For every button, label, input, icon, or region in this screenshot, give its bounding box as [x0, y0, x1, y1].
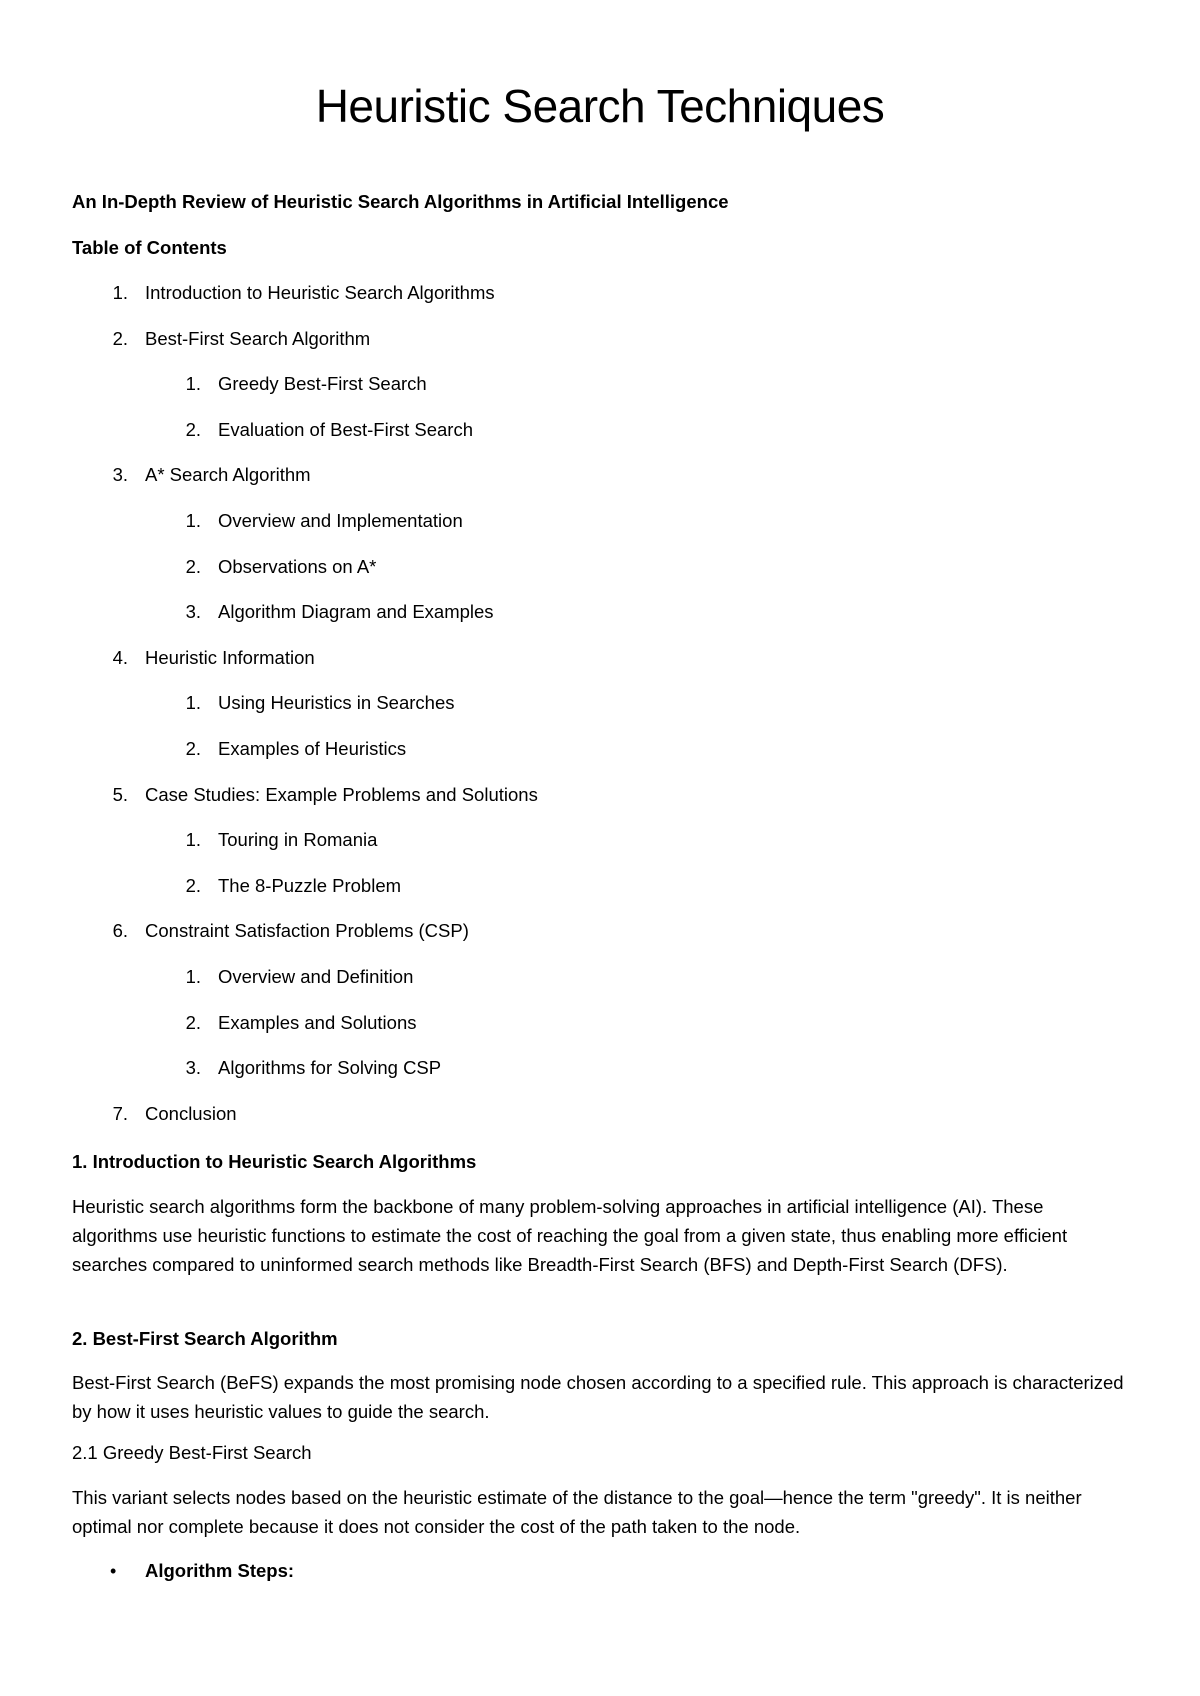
toc-item-number: 4.: [112, 646, 128, 668]
toc-subitem-number: 2.: [185, 1011, 201, 1033]
toc-item-number: 5.: [112, 783, 128, 805]
toc-subitem-label: Examples of Heuristics: [218, 738, 407, 759]
toc-subitem-number: 3.: [185, 601, 201, 623]
toc-item-label: Case Studies: Example Problems and Solutions: [145, 783, 538, 805]
toc-heading: Table of Contents: [72, 237, 227, 258]
toc-subitem-label: Overview and Definition: [218, 966, 414, 987]
toc-subitem-label: Examples and Solutions: [218, 1011, 417, 1033]
toc-subitem-label: Algorithms for Solving CSP: [218, 1057, 442, 1079]
toc-subitem-number: 1.: [185, 966, 201, 987]
toc-item-label: Heuristic Information: [145, 646, 315, 668]
toc-subitem-label: Greedy Best-First Search: [218, 373, 427, 395]
toc-subitem-label: Observations on A*: [218, 555, 377, 577]
toc-subitem-label: Overview and Implementation: [218, 510, 463, 531]
section2-heading: 2. Best-First Search Algorithm: [72, 1328, 338, 1349]
toc-subitem-label: Using Heuristics in Searches: [218, 692, 455, 714]
toc-item-label: Conclusion: [145, 1102, 237, 1124]
section21-paragraph: This variant selects nodes based on the heuristic estimate of the distance to the goal—hence the term "greedy". It is neither optimal nor complete because it does not consider the cost of the path taken to the node.: [72, 1487, 1082, 1537]
bullet-algorithm-steps: Algorithm Steps:: [145, 1560, 295, 1581]
toc-subitem-number: 3.: [185, 1057, 201, 1079]
toc-item-number: 1.: [112, 282, 128, 303]
section21-heading: 2.1 Greedy Best-First Search: [72, 1442, 312, 1463]
document-subtitle: An In-Depth Review of Heuristic Search Algorithms in Artificial Intelligence: [72, 191, 729, 212]
toc-subitem-number: 1.: [185, 829, 201, 851]
toc-item-label: A* Search Algorithm: [145, 464, 311, 486]
toc-subitem-label: Evaluation of Best-First Search: [218, 418, 473, 440]
toc-subitem-number: 1.: [185, 510, 201, 531]
toc-subitem-number: 2.: [185, 418, 201, 440]
toc-item-number: 6.: [112, 920, 128, 942]
toc-item-number: 3.: [112, 464, 128, 486]
section1-heading: 1. Introduction to Heuristic Search Algorithms: [72, 1151, 477, 1172]
section2-paragraph: Best-First Search (BeFS) expands the most promising node chosen according to a specified rule. This approach is characterized by how it uses heuristic values to guide the search.: [72, 1372, 1124, 1422]
toc-subitem-label: Touring in Romania: [218, 829, 378, 851]
document-title: Heuristic Search Techniques: [315, 80, 885, 132]
toc-item-label: Best-First Search Algorithm: [145, 327, 371, 349]
section1-paragraph: Heuristic search algorithms form the backbone of many problem-solving approaches in artificial intelligence (AI). These algorithms use heuristic functions to estimate the cost of reaching the goal from a given state, thus enabling more efficient searches compared to uninformed search methods like Breadth-First Search (BFS) and Depth-First Search (DFS).: [72, 1196, 1068, 1275]
toc-subitem-number: 2.: [185, 738, 201, 759]
toc-subitem-number: 1.: [185, 692, 201, 714]
toc-item-label: Introduction to Heuristic Search Algorithms: [145, 282, 495, 303]
toc-item-label: Constraint Satisfaction Problems (CSP): [145, 920, 469, 942]
toc-subitem-number: 2.: [185, 555, 201, 577]
bullet-marker: •: [110, 1561, 117, 1581]
toc-subitem-number: 1.: [185, 373, 201, 395]
toc-subitem-number: 2.: [185, 874, 201, 896]
toc-subitem-label: Algorithm Diagram and Examples: [218, 601, 494, 623]
toc-item-number: 2.: [112, 327, 128, 349]
toc-subitem-label: The 8-Puzzle Problem: [218, 874, 402, 896]
toc-item-number: 7.: [112, 1102, 128, 1124]
